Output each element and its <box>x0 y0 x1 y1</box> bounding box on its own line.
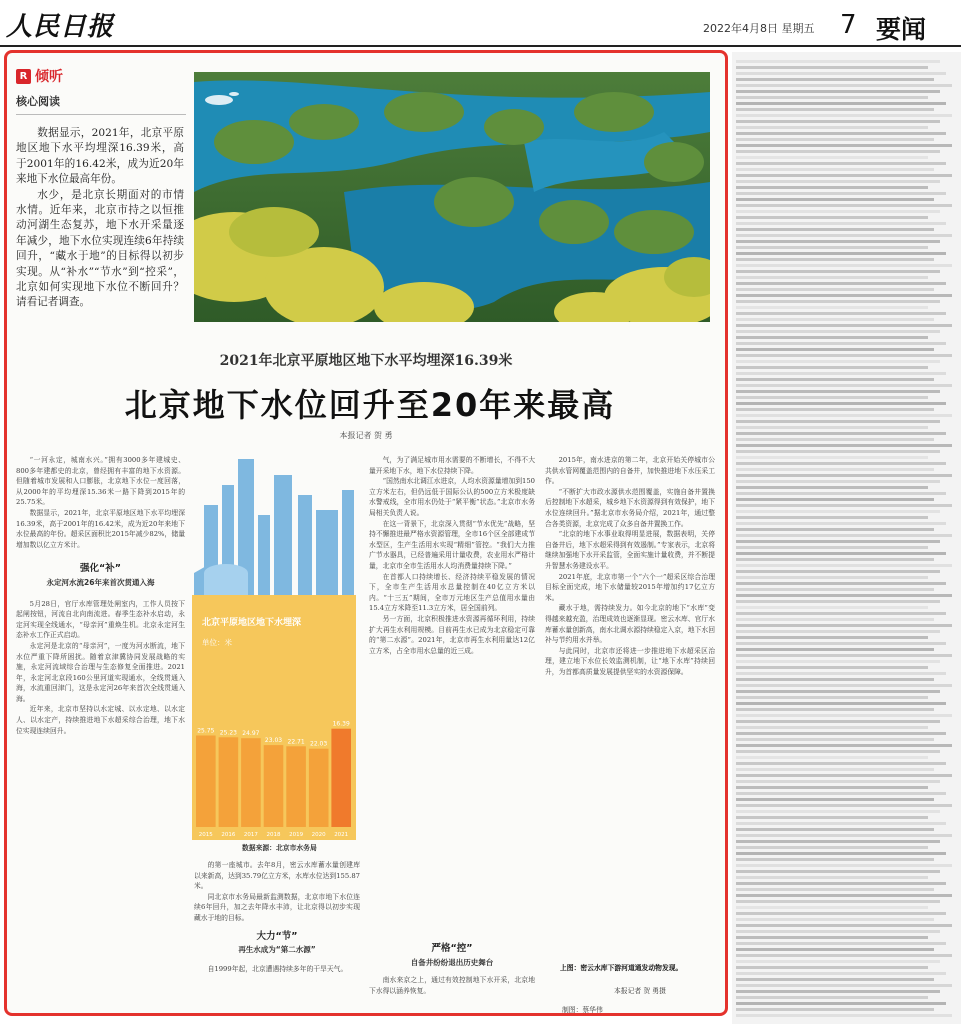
groundwater-chart <box>186 455 361 845</box>
article-column-2 <box>194 860 360 1005</box>
chart-tick-label: 2017 <box>243 832 258 838</box>
blurred-line <box>736 720 940 723</box>
chart-value-label: 22.03 <box>310 740 328 748</box>
blurred-line <box>736 786 928 789</box>
blurred-line <box>736 450 940 453</box>
body-paragraph: 气，为了满足城市用水需要的不断增长，不得不大量开采地下水，地下水位持续下降。 <box>369 456 535 475</box>
body-paragraph: 南水来京之上，通过有效控制地下水开采，北京地下水得以涵养恢复。 <box>369 976 535 995</box>
photo-caption <box>560 963 720 974</box>
chart-tick-label: 2016 <box>221 832 236 838</box>
page-number: 7 <box>840 10 857 40</box>
r-badge-icon: R <box>16 69 31 84</box>
article-column-3-continued <box>369 975 535 1005</box>
blurred-line <box>736 252 946 255</box>
body-paragraph: 自1999年起，北京遭遇持续多年的干旱天气。 <box>207 964 348 973</box>
blurred-line <box>736 870 940 873</box>
blurred-line <box>736 744 952 747</box>
blurred-line <box>736 1014 952 1017</box>
blurred-line <box>736 390 940 393</box>
blurred-line <box>736 234 952 237</box>
blurred-line <box>736 222 946 225</box>
blurred-line <box>736 324 952 327</box>
blurred-line <box>736 858 934 861</box>
drawing-credit: 制图：蔡华伟 <box>562 1006 603 1014</box>
body-paragraph: “不断扩大市政水源供水范围覆盖，实施自备井置换后控制地下水超采，城乡地下水资源得到有效保护，地下水位连续回升。”据北京市水务局介绍，2021年，通过整合各类资源，北京完成了众多自备井置换工作。 <box>545 487 715 528</box>
chart-tick-label: 2020 <box>311 832 326 838</box>
blurred-line <box>736 396 928 399</box>
blurred-line <box>736 738 934 741</box>
blurred-line <box>736 792 946 795</box>
chart-title: 北京平原地区地下水埋深 <box>202 618 302 628</box>
blurred-line <box>736 330 940 333</box>
blurred-line <box>736 516 928 519</box>
blurred-line <box>736 1008 934 1011</box>
body-paragraph: 2015年，南水进京的第二年，北京开始关停城市公共供水管网覆盖范围内的自备井，加快推进地下水压采工作。 <box>545 456 715 486</box>
blurred-line <box>736 444 952 447</box>
blurred-line <box>736 498 934 501</box>
section-3-subtitle: 自备井纷纷退出历史舞台 <box>410 958 494 967</box>
blurred-line <box>736 606 928 609</box>
body-paragraph: 5月28日，官厅水库管理处闸室内，工作人员按下起闸按钮，河流自北向南流进。春季生态补水启动，永定河实现全线通水，“母亲河”重焕生机。北京永定河生态补水工作正式启动。 <box>16 599 185 640</box>
chart-bar <box>219 737 239 827</box>
lead-paragraph: 水少，是北京长期面对的市情水情。近年来，北京市持之以恒推动河湖生态复苏，地下水开采量逐年减少，地下水位实现连续6年持续回升，“藏水于地”的目标得以初步实现。从“补水”“节水”到“控采”，北京如何实现地下水位不断回升？请看记者调查。 <box>16 188 184 309</box>
blurred-line <box>736 270 940 273</box>
blurred-line <box>736 756 928 759</box>
blurred-line <box>736 534 952 537</box>
lead-paragraph: 数据显示，2021年，北京平原地区地下水平均埋深16.39米，高于2001年的16.42米，成为近20年来地下水位最高年份。 <box>16 127 184 186</box>
blurred-line <box>736 462 946 465</box>
blurred-line <box>736 570 940 573</box>
blurred-line <box>736 708 934 711</box>
blurred-line <box>736 960 940 963</box>
blurred-line <box>736 384 952 387</box>
chart-value-label: 24.97 <box>242 730 260 738</box>
body-paragraph: 的第一座城市。去年8月，密云水库蓄水量创建库以来新高，达到35.79亿立方米，水库水位达到155.87米。 <box>194 861 360 891</box>
chart-source: 数据来源：北京市水务局 <box>242 844 317 852</box>
blurred-line <box>736 510 940 513</box>
section-3-title: 严格“控” <box>431 943 473 954</box>
body-paragraph: 数据显示，2021年，北京平原地区地下水平均埋深16.39米，高于2001年的16.42米，成为近20年来地下水位最高的年份。超采区面积比2015年减少82%，储量增加数以亿立方米计。 <box>16 508 185 549</box>
blurred-line <box>736 984 952 987</box>
blurred-line <box>736 612 946 615</box>
blurred-line <box>736 1002 946 1005</box>
blurred-line <box>736 636 928 639</box>
blurred-line <box>736 294 952 297</box>
blurred-line <box>736 156 928 159</box>
blurred-line <box>736 126 928 129</box>
blurred-line <box>736 360 940 363</box>
blurred-line <box>736 990 940 993</box>
body-paragraph: 2021年底，北京市第一个“六个一”超采区综合治理目标全面完成，地下水储量较2015年增加约17亿立方米。 <box>545 572 715 602</box>
blurred-line <box>736 996 928 999</box>
chart-value-label: 23.03 <box>264 737 283 745</box>
chart-tick-label: 2021 <box>334 832 349 838</box>
blurred-line <box>736 624 952 627</box>
blurred-line <box>736 60 940 63</box>
blurred-line <box>736 84 952 87</box>
blurred-line <box>736 696 928 699</box>
section-2-title: 大力“节” <box>256 930 298 942</box>
blurred-line <box>736 900 940 903</box>
blurred-line <box>736 366 928 369</box>
blurred-line <box>736 888 934 891</box>
body-paragraph: 与此同时，北京市还将进一步推进地下水超采区治理，建立地下水位长效监测机制，让“地下水库”持续回升，为首都高质量发展提供坚实的水资源保障。 <box>545 646 715 676</box>
blurred-line <box>736 930 940 933</box>
blurred-line <box>736 594 952 597</box>
blurred-line <box>736 420 940 423</box>
blurred-line <box>736 192 946 195</box>
blurred-line <box>736 348 934 351</box>
listening-title: 倾听 <box>35 69 63 85</box>
blurred-line <box>736 354 952 357</box>
blurred-line <box>736 576 928 579</box>
blurred-line <box>736 132 946 135</box>
section-2-subtitle: 再生水成为“第二水源” <box>238 945 316 955</box>
blurred-line <box>736 528 934 531</box>
blurred-line <box>736 162 946 165</box>
blurred-line <box>736 828 934 831</box>
blurred-line <box>736 750 940 753</box>
chart-bar <box>196 736 216 828</box>
article-subheadline: 2021年北京平原地区地下水平均埋深16.39米 <box>219 353 513 369</box>
blurred-line <box>736 540 940 543</box>
blurred-line <box>736 804 952 807</box>
blurred-line <box>736 564 952 567</box>
blurred-line <box>736 306 928 309</box>
blurred-line <box>736 474 952 477</box>
chart-value-label: 22.71 <box>287 738 305 746</box>
blurred-line <box>736 822 946 825</box>
blurred-line <box>736 600 940 603</box>
blurred-line <box>736 942 946 945</box>
blurred-line <box>736 582 946 585</box>
blurred-line <box>736 276 928 279</box>
chart-bar <box>264 745 284 827</box>
blurred-line <box>736 840 940 843</box>
groundwater-infographic <box>186 455 361 845</box>
blurred-line <box>736 936 928 939</box>
blurred-line <box>736 918 934 921</box>
blurred-line <box>736 288 934 291</box>
blurred-line <box>736 372 946 375</box>
blurred-line <box>736 924 952 927</box>
lead-text <box>16 126 184 311</box>
blurred-line <box>736 102 946 105</box>
body-paragraph: “北京的地下水事业取得明显进展，数据表明，关停自备井后，地下水超采得到有效遏制。”专家表示，北京将继续加强地下水开采监管，全面实施计量收费，并不断提升智慧水务建设水平。 <box>545 530 715 570</box>
blurred-line <box>736 846 928 849</box>
page-section-name: 要闻 <box>876 15 927 44</box>
blurred-line <box>736 876 928 879</box>
blurred-line <box>736 684 952 687</box>
wetland-photo-image <box>194 72 710 322</box>
blurred-line <box>736 486 928 489</box>
blurred-line <box>736 492 946 495</box>
blurred-line <box>736 966 928 969</box>
blurred-line <box>736 120 940 123</box>
blurred-line <box>736 168 934 171</box>
issue-date: 2022年4月8日 星期五 <box>703 22 815 35</box>
blurred-line <box>736 456 928 459</box>
body-paragraph: 藏水于地，需持续发力。如今北京的地下“水库”变得越来越充盈，治理成效也逐渐显现。密云水库、官厅水库蓄水量创新高，南水北调水源持续稳定入京，地下水回补与节约用水并举。 <box>545 604 715 645</box>
blurred-line <box>736 642 946 645</box>
blurred-line <box>736 216 928 219</box>
blurred-line <box>736 114 952 117</box>
article-column-4 <box>545 455 715 960</box>
article-column-3 <box>369 455 535 885</box>
blurred-line <box>736 414 952 417</box>
body-paragraph: 同北京市水务局最新监测数据，北京市地下水位连续6年回升，加之去年降水丰沛，让北京得以初步实现藏水于地的目标。 <box>194 892 360 922</box>
wetland-photo <box>194 72 710 322</box>
chart-tick-label: 2018 <box>266 832 281 838</box>
blurred-line <box>736 66 928 69</box>
blurred-line <box>736 210 940 213</box>
blurred-text-image <box>732 52 961 1024</box>
blurred-line <box>736 228 934 231</box>
blurred-line <box>736 258 934 261</box>
blurred-line <box>736 336 928 339</box>
masthead <box>0 0 961 46</box>
blurred-line <box>736 732 946 735</box>
blurred-line <box>736 78 934 81</box>
blurred-adjacent-column <box>732 52 961 1024</box>
body-paragraph: “国然南水北调江水进京，人均水资源量增加到150立方米左右，但仍远低于国际公认的500立方米极度缺水警戒线，全市用水仍处于“紧平衡”状态。”北京市水务局相关负责人说。 <box>369 477 535 517</box>
blurred-line <box>736 438 934 441</box>
blurred-line <box>736 174 952 177</box>
blurred-line <box>736 504 952 507</box>
blurred-line <box>736 780 940 783</box>
blurred-line <box>736 342 946 345</box>
body-paragraph: 另一方面，北京积极推进水资源再循环利用，持续扩大再生水利用规模。目前再生水已成为北京稳定可靠的“第二水源”。2021年，北京市再生水利用量达12亿立方米，占全市用水总量的近三成。 <box>369 614 535 655</box>
article-column-1 <box>16 455 185 1005</box>
chart-value-label: 25.75 <box>197 727 215 735</box>
blurred-line <box>736 558 934 561</box>
blurred-line <box>736 588 934 591</box>
blurred-line <box>736 96 928 99</box>
blurred-line <box>736 180 940 183</box>
section-1-subtitle: 永定河水流26年来首次贯通入海 <box>46 577 155 587</box>
blurred-line <box>736 318 934 321</box>
listening-header <box>16 66 63 86</box>
blurred-line <box>736 648 934 651</box>
section-1-title: 强化“补” <box>80 563 121 575</box>
blurred-line <box>736 630 940 633</box>
blurred-line <box>736 138 934 141</box>
blurred-line <box>736 912 946 915</box>
blurred-line <box>736 672 946 675</box>
body-paragraph: 近年来，北京市坚持以水定城、以水定地、以水定人、以水定产，持续推进地下水超采综合治理，地下水位实现连续回升。 <box>16 705 185 735</box>
chart-value-label: 16.39 <box>332 720 350 728</box>
blurred-line <box>736 90 940 93</box>
photo-caption-text: 上图：密云水库下游河道通发动物发现。 <box>560 964 683 972</box>
blurred-line <box>736 282 946 285</box>
blurred-line <box>736 774 952 777</box>
blurred-line <box>736 726 928 729</box>
core-reading-title: 核心阅读 <box>16 95 60 108</box>
blurred-line <box>736 894 952 897</box>
blurred-line <box>736 72 946 75</box>
chart-bar <box>331 729 351 827</box>
blurred-line <box>736 798 934 801</box>
blurred-line <box>736 186 928 189</box>
blurred-line <box>736 408 934 411</box>
blurred-line <box>736 246 928 249</box>
blurred-line <box>736 378 934 381</box>
blurred-line <box>736 852 946 855</box>
chart-value-label: 25.23 <box>219 729 237 737</box>
newspaper-logo: 人民日报 <box>6 12 115 42</box>
blurred-line <box>736 618 934 621</box>
chart-tick-label: 2019 <box>289 832 304 838</box>
chart-bar <box>286 746 306 827</box>
blurred-line <box>736 714 952 717</box>
section-3-heading <box>369 940 535 968</box>
blurred-line <box>736 144 952 147</box>
blurred-line <box>736 432 946 435</box>
blurred-line <box>736 468 934 471</box>
chart-tick-label: 2015 <box>198 832 213 838</box>
body-paragraph: 在首都人口持续增长、经济持续平稳发展的情况下，全市生产生活用水总量控制在40亿立方米以内。“十三五”期间，全市万元地区生产总值用水量由15.4立方米降至11.3立方米，居全国前列。 <box>369 572 535 613</box>
chart-y-label: 单位：米 <box>202 638 232 647</box>
article-byline: 本报记者 贺 勇 <box>339 431 393 440</box>
body-paragraph: 永定河是北京的“母亲河”，一度为河水断流，地下水位严重下降所困扰。随着京津冀协同发展战略的实施，永定河流域综合治理与生态修复全面推进。2021年，永定河北京段160公里河道实现通水，全线贯通入海，水流重回津门，这是永定河26年来首次全线贯通入海。 <box>16 641 185 703</box>
blurred-line <box>736 810 940 813</box>
blurred-line <box>736 552 946 555</box>
blurred-line <box>736 972 946 975</box>
blurred-line <box>736 768 934 771</box>
blurred-line <box>736 108 934 111</box>
blurred-line <box>736 690 940 693</box>
blurred-line <box>736 978 934 981</box>
blurred-line <box>736 522 946 525</box>
blurred-line <box>736 906 928 909</box>
blurred-line <box>736 954 952 957</box>
article-headline: 北京地下水位回升至20年来最高 <box>124 386 616 424</box>
blurred-line <box>736 480 940 483</box>
photo-credit: 本报记者 贺 勇摄 <box>614 987 666 995</box>
lead-divider <box>16 114 186 115</box>
blurred-line <box>736 762 946 765</box>
body-paragraph: “一河永定，城南水兴。”拥有3000多年建城史、800多年建都史的北京，曾经拥有丰富的地下水资源。但随着城市发展和人口膨胀，北京地下水位一度回落，从2000年的平均埋深15.36米一路下降到2015年的25.75米。 <box>16 456 185 507</box>
body-paragraph: 在这一背景下，北京深入贯彻“节水优先”战略，坚持不懈推进最严格水资源管理，全市16个区全部建成节水型区，生产生活用水实现“精细”管控。“我们大力推广节水器具，已经普遍采用计量收费，农业用水严格计量，北京市全市生活用水人均消费量持续下降。” <box>369 519 535 570</box>
blurred-line <box>736 150 940 153</box>
masthead-rule <box>0 45 961 47</box>
blurred-line <box>736 402 946 405</box>
blurred-line <box>736 882 946 885</box>
blurred-line <box>736 660 940 663</box>
blurred-line <box>736 198 934 201</box>
blurred-line <box>736 702 946 705</box>
blurred-line <box>736 426 928 429</box>
blurred-line <box>736 264 952 267</box>
blurred-line <box>736 654 952 657</box>
blurred-line <box>736 240 940 243</box>
chart-bar <box>309 749 329 827</box>
blurred-line <box>736 546 928 549</box>
blurred-line <box>736 816 928 819</box>
blurred-line <box>736 834 952 837</box>
blurred-line <box>736 948 934 951</box>
blurred-line <box>736 204 952 207</box>
blurred-line <box>736 300 940 303</box>
blurred-line <box>736 312 946 315</box>
chart-bar <box>241 738 261 827</box>
blurred-line <box>736 864 952 867</box>
blurred-line <box>736 678 934 681</box>
blurred-line <box>736 666 928 669</box>
